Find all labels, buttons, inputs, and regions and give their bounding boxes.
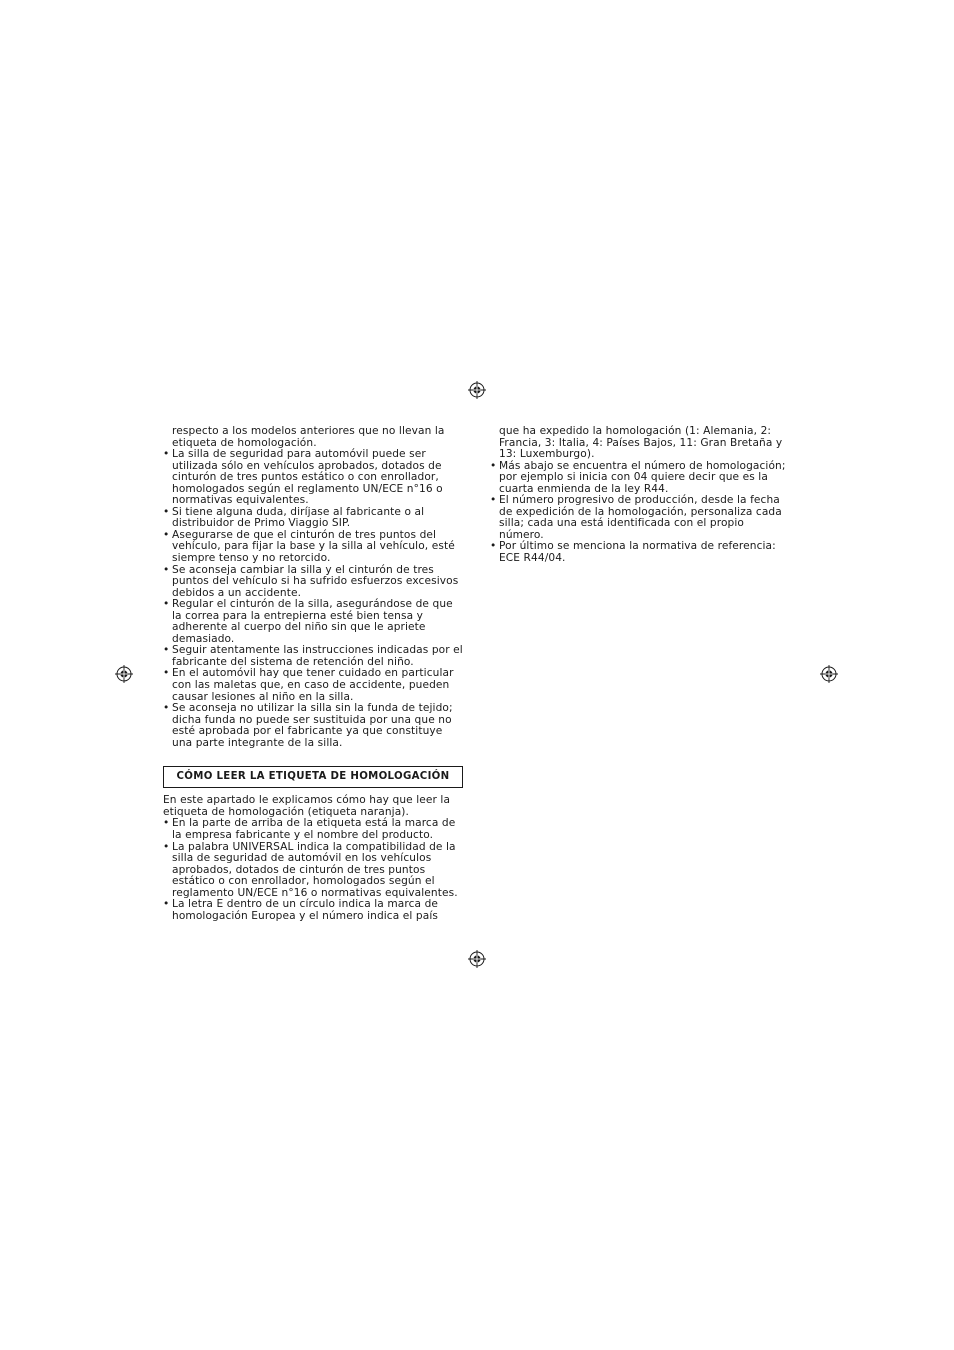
list-item: que ha expedido la homologación (1: Alemania, 2: Francia, 3: Italia, 4: Países Bajos, 11: Gran Bretaña y 13: Luxemburgo).: [499, 425, 783, 461]
right-column: [490, 426, 792, 565]
list-item: • Si tiene alguna duda, diríjase al fabricante o al distribuidor de Primo Viaggio SIP.: [163, 507, 465, 530]
registration-mark-icon: [115, 665, 133, 683]
list-item: • La silla de seguridad para automóvil puede ser utilizada sólo en vehículos aprobados, dotados de cinturón de tres puntos estático o con enrollador, homologados según el reglamento UN/ECE n°16 o normativas equivalentes.: [163, 449, 465, 507]
left-column: [163, 426, 465, 922]
label-list: [163, 818, 465, 922]
safety-list: [163, 426, 465, 749]
registration-mark-icon: [820, 665, 838, 683]
list-item: • Regular el cinturón de la silla, asegurándose de que la correa para la entrepierna esté bien tensa y adherente al cuerpo del niño sin que le apriete demasiado.: [163, 599, 465, 645]
section-heading: CÓMO LEER LA ETIQUETA DE HOMOLOGACIÓN: [163, 766, 463, 788]
list-item: • El número progresivo de producción, desde la fecha de expedición de la homologación, personaliza cada silla; cada una está identificada con el propio número.: [490, 495, 792, 541]
list-item: • Se aconseja cambiar la silla y el cinturón de tres puntos del vehículo si ha sufrido esfuerzos excesivos debidos a un accidente.: [163, 565, 465, 600]
registration-mark-icon: [468, 381, 486, 399]
list-item: • Se aconseja no utilizar la silla sin la funda de tejido; dicha funda no puede ser sustituida por una que no esté aprobada por el fabricante ya que constituye una parte integrante de la silla.: [163, 703, 465, 749]
list-item: • La palabra UNIVERSAL indica la compatibilidad de la silla de seguridad de automóvil en los vehículos aprobados, dotados de cinturón de tres puntos estático o con enrollador, homologados según el reglamento UN/ECE n°16 o normativas equivalentes.: [163, 842, 465, 900]
list-item: • En la parte de arriba de la etiqueta está la marca de la empresa fabricante y el nombre del producto.: [163, 818, 465, 841]
list-item: • La letra E dentro de un círculo indica la marca de homologación Europea y el número indica el país: [163, 899, 465, 922]
list-item: • Por último se menciona la normativa de referencia: ECE R44/04.: [490, 541, 792, 564]
registration-mark-icon: [468, 950, 486, 968]
section-intro: En este apartado le explicamos cómo hay que leer la etiqueta de homologación (etiqueta naranja).: [163, 794, 451, 818]
list-item: • Más abajo se encuentra el número de homologación; por ejemplo si inicia con 04 quiere decir que es la cuarta enmienda de la ley R44.: [490, 461, 792, 496]
list-item: respecto a los modelos anteriores que no llevan la etiqueta de homologación.: [172, 425, 445, 449]
list-item: • Seguir atentamente las instrucciones indicadas por el fabricante del sistema de retención del niño.: [163, 645, 465, 668]
list-item: • En el automóvil hay que tener cuidado en particular con las maletas que, en caso de accidente, pueden causar lesiones al niño en la silla.: [163, 668, 465, 703]
list-item: • Asegurarse de que el cinturón de tres puntos del vehículo, para fijar la base y la silla al vehículo, esté siempre tenso y no retorcido.: [163, 530, 465, 565]
label-list-continued: [490, 426, 792, 565]
